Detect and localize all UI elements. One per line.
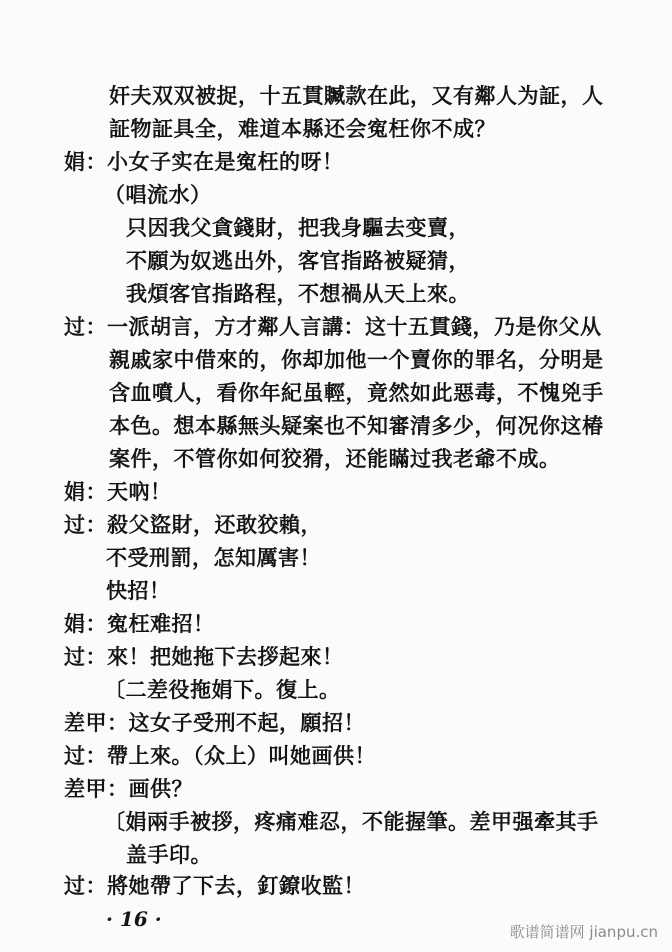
text-line bbox=[106, 544, 321, 572]
text-line bbox=[109, 82, 604, 110]
line-text: （唱流水） bbox=[104, 182, 212, 207]
text-line bbox=[64, 872, 365, 900]
line-text: 我煩客官指路程，不想禍从天上來。 bbox=[126, 281, 470, 306]
page-number: · 16 · bbox=[106, 907, 162, 931]
line-text: 親戚家中借來的，你却加他一个賣你的罪名，分明是 bbox=[109, 347, 604, 372]
speaker-label: 过： bbox=[64, 314, 107, 339]
text-line bbox=[104, 808, 599, 836]
line-text: 將她帶了下去，釘鐐收監！ bbox=[107, 873, 365, 898]
line-text: 天吶！ bbox=[107, 479, 172, 504]
line-text: 案件，不管你如何狡猾，还能瞞过我老爺不成。 bbox=[109, 446, 561, 471]
line-text: 快招！ bbox=[106, 578, 171, 603]
text-line bbox=[109, 379, 604, 407]
text-line bbox=[109, 445, 561, 473]
line-text: 一派胡言，方才鄰人言講：这十五貫錢，乃是你父从 bbox=[107, 314, 602, 339]
text-line bbox=[64, 511, 322, 539]
text-line bbox=[64, 478, 172, 506]
line-text: 殺父盜財，还敢狡賴， bbox=[107, 512, 322, 537]
text-line bbox=[64, 709, 365, 737]
line-text: 盖手印。 bbox=[126, 842, 212, 867]
line-text: 画供？ bbox=[128, 776, 193, 801]
speaker-label: 差甲： bbox=[64, 776, 129, 801]
text-line bbox=[104, 676, 341, 704]
line-text: 这女子受刑不起，願招！ bbox=[128, 710, 365, 735]
text-line bbox=[126, 214, 470, 242]
text-line bbox=[64, 313, 602, 341]
speaker-label: 娟： bbox=[64, 611, 107, 636]
line-text: 〔二差役拖娟下。復上。 bbox=[104, 677, 341, 702]
speaker-label: 娟： bbox=[64, 479, 107, 504]
text-line bbox=[64, 742, 376, 770]
text-line bbox=[104, 181, 212, 209]
line-text: 奸夫双双被捉，十五貫贓款在此，又有鄰人为証，人 bbox=[109, 83, 604, 108]
text-line bbox=[106, 577, 171, 605]
line-text: 含血噴人，看你年紀虽輕，竟然如此惡毒，不愧兇手 bbox=[109, 380, 604, 405]
speaker-label: 娟： bbox=[64, 149, 107, 174]
text-line bbox=[109, 115, 496, 143]
line-text: 寃枉难招！ bbox=[107, 611, 215, 636]
speaker-label: 过： bbox=[64, 644, 107, 669]
line-text: 〔娟兩手被拶，疼痛难忍，不能握筆。差甲强牽其手 bbox=[104, 809, 599, 834]
text-line bbox=[126, 280, 470, 308]
line-text: 不受刑罰，怎知厲害！ bbox=[106, 545, 321, 570]
line-text: 証物証具全，难道本縣还会寃枉你不成？ bbox=[109, 116, 496, 141]
text-line bbox=[64, 775, 193, 803]
text-line bbox=[64, 148, 344, 176]
text-line bbox=[64, 610, 215, 638]
text-line bbox=[64, 643, 344, 671]
line-text: 本色。想本縣無头疑案也不知審清多少，何况你这椿 bbox=[109, 413, 604, 438]
line-text: 帶上來。（众上）叫她画供！ bbox=[107, 743, 376, 768]
line-text: 不願为奴逃出外，客官指路被疑猜， bbox=[126, 248, 470, 273]
text-line bbox=[109, 412, 604, 440]
speaker-label: 过： bbox=[64, 512, 107, 537]
line-text: 來！把她拖下去拶起來！ bbox=[107, 644, 344, 669]
site-watermark: 歌谱简谱网 jianpu.cn bbox=[509, 923, 658, 941]
speaker-label: 差甲： bbox=[64, 710, 129, 735]
text-line bbox=[126, 841, 212, 869]
text-line bbox=[109, 346, 604, 374]
line-text: 只因我父貪錢財，把我身驅去变賣， bbox=[126, 215, 470, 240]
line-text: 小女子实在是寃枉的呀！ bbox=[107, 149, 344, 174]
speaker-label: 过： bbox=[64, 873, 107, 898]
speaker-label: 过： bbox=[64, 743, 107, 768]
text-line bbox=[126, 247, 470, 275]
